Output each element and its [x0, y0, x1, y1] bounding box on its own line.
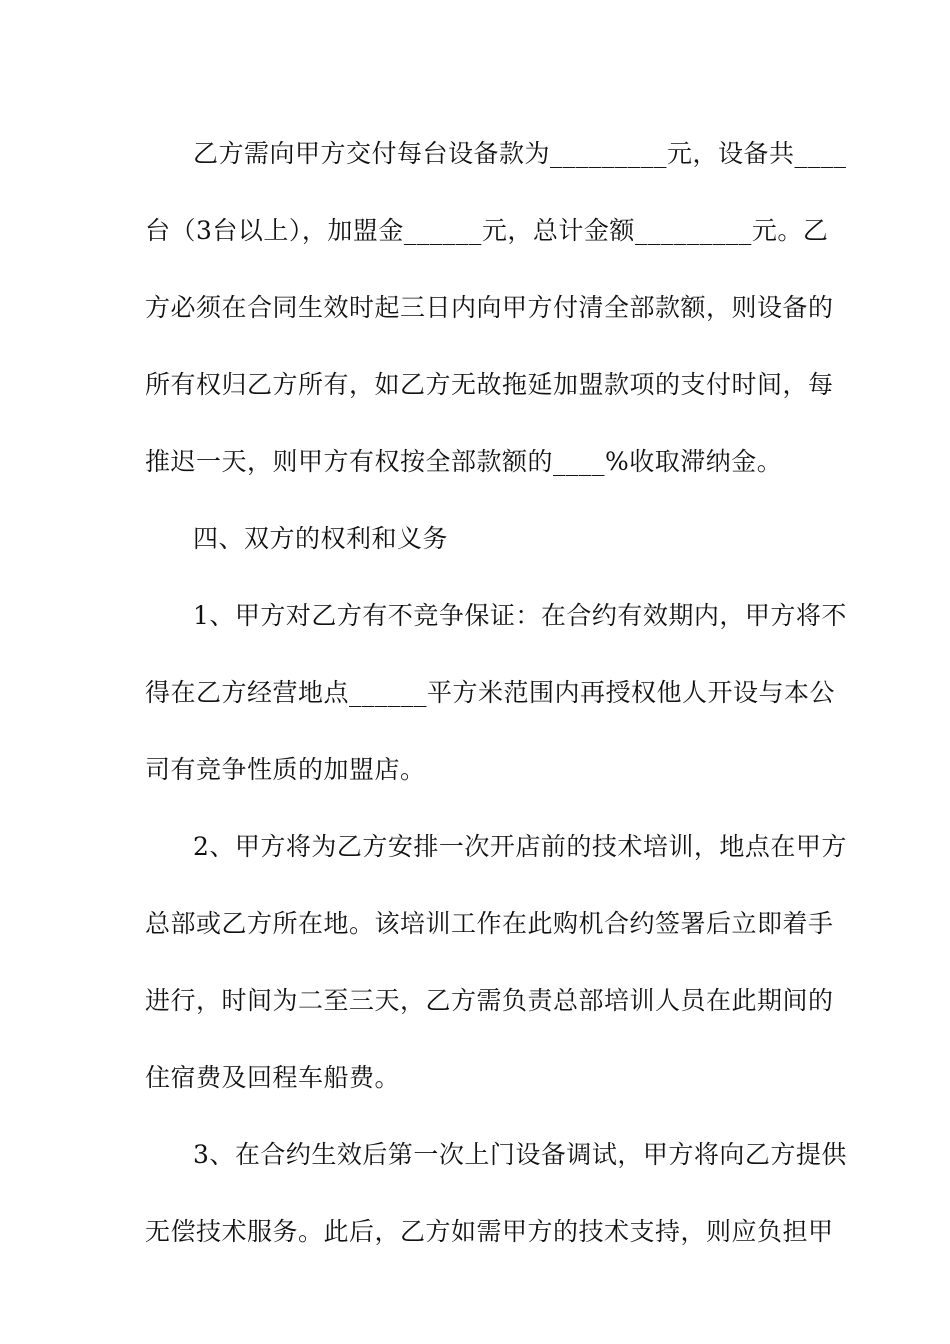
text-line: 方必须在合同生效时起三日内向甲方付清全部款额，则设备的 [145, 293, 834, 322]
text-line: 乙方需向甲方交付每台设备款为_________元，设备共____ [193, 139, 847, 168]
text-line: 2、甲方将为乙方安排一次开店前的技术培训，地点在甲方 [193, 832, 847, 861]
text-line: 得在乙方经营地点______平方米范围内再授权他人开设与本公 [145, 678, 836, 707]
section-heading: 四、双方的权利和义务 [193, 524, 449, 553]
text-line: 住宿费及回程车船费。 [145, 1063, 401, 1092]
text-line: 进行，时间为二至三天，乙方需负责总部培训人员在此期间的 [145, 986, 834, 1015]
text-line: 推迟一天，则甲方有权按全部款额的____%收取滞纳金。 [145, 447, 783, 476]
text-line: 台（3台以上），加盟金______元，总计金额_________元。乙 [145, 216, 829, 245]
text-line: 无偿技术服务。此后，乙方如需甲方的技术支持，则应负担甲 [145, 1217, 834, 1246]
document-body [145, 126, 847, 1281]
text-line: 所有权归乙方所有，如乙方无故拖延加盟款项的支付时间，每 [145, 370, 834, 399]
text-line: 司有竞争性质的加盟店。 [145, 755, 426, 784]
text-line: 总部或乙方所在地。该培训工作在此购机合约签署后立即着手 [145, 909, 834, 938]
text-line: 1、甲方对乙方有不竞争保证：在合约有效期内，甲方将不 [193, 601, 847, 630]
text-line: 3、在合约生效后第一次上门设备调试，甲方将向乙方提供 [193, 1140, 847, 1169]
